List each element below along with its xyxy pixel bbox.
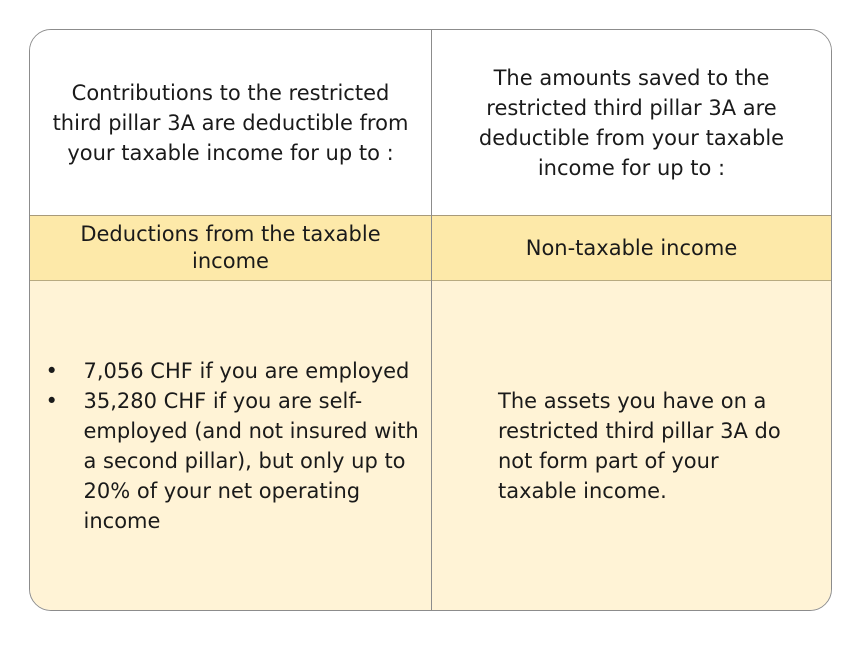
column-divider bbox=[431, 30, 432, 610]
list-item-text: 7,056 CHF if you are employed bbox=[83, 358, 410, 383]
bullet-icon: • bbox=[45, 358, 58, 383]
intro-right-text: The amounts saved to the restricted third pillar 3A are deductible from your taxable income for up to : bbox=[478, 65, 785, 180]
header-right-cell bbox=[432, 216, 831, 280]
intro-left-text: Contributions to the restricted third pillar 3A are deductible from your taxable income for up to : bbox=[52, 80, 409, 165]
body-right-cell bbox=[432, 281, 831, 610]
list-item-text: 35,280 CHF if you are self-employed (and not insured with a second pillar), but only up to 20% of your net operating income bbox=[83, 388, 419, 533]
intro-right-cell bbox=[432, 30, 831, 215]
header-non-taxable: Non-taxable income bbox=[525, 235, 738, 260]
list-item bbox=[46, 386, 426, 536]
deduction-list bbox=[36, 356, 426, 536]
header-left-cell bbox=[30, 216, 431, 280]
non-taxable-text: The assets you have on a restricted third pillar 3A do not form part of your taxable income. bbox=[498, 388, 781, 503]
intro-left-cell bbox=[30, 30, 431, 215]
bullet-icon: • bbox=[45, 388, 58, 413]
comparison-table bbox=[29, 29, 832, 611]
body-left-cell bbox=[30, 281, 431, 610]
list-item bbox=[46, 356, 426, 386]
header-deductions: Deductions from the taxable income bbox=[80, 222, 381, 273]
